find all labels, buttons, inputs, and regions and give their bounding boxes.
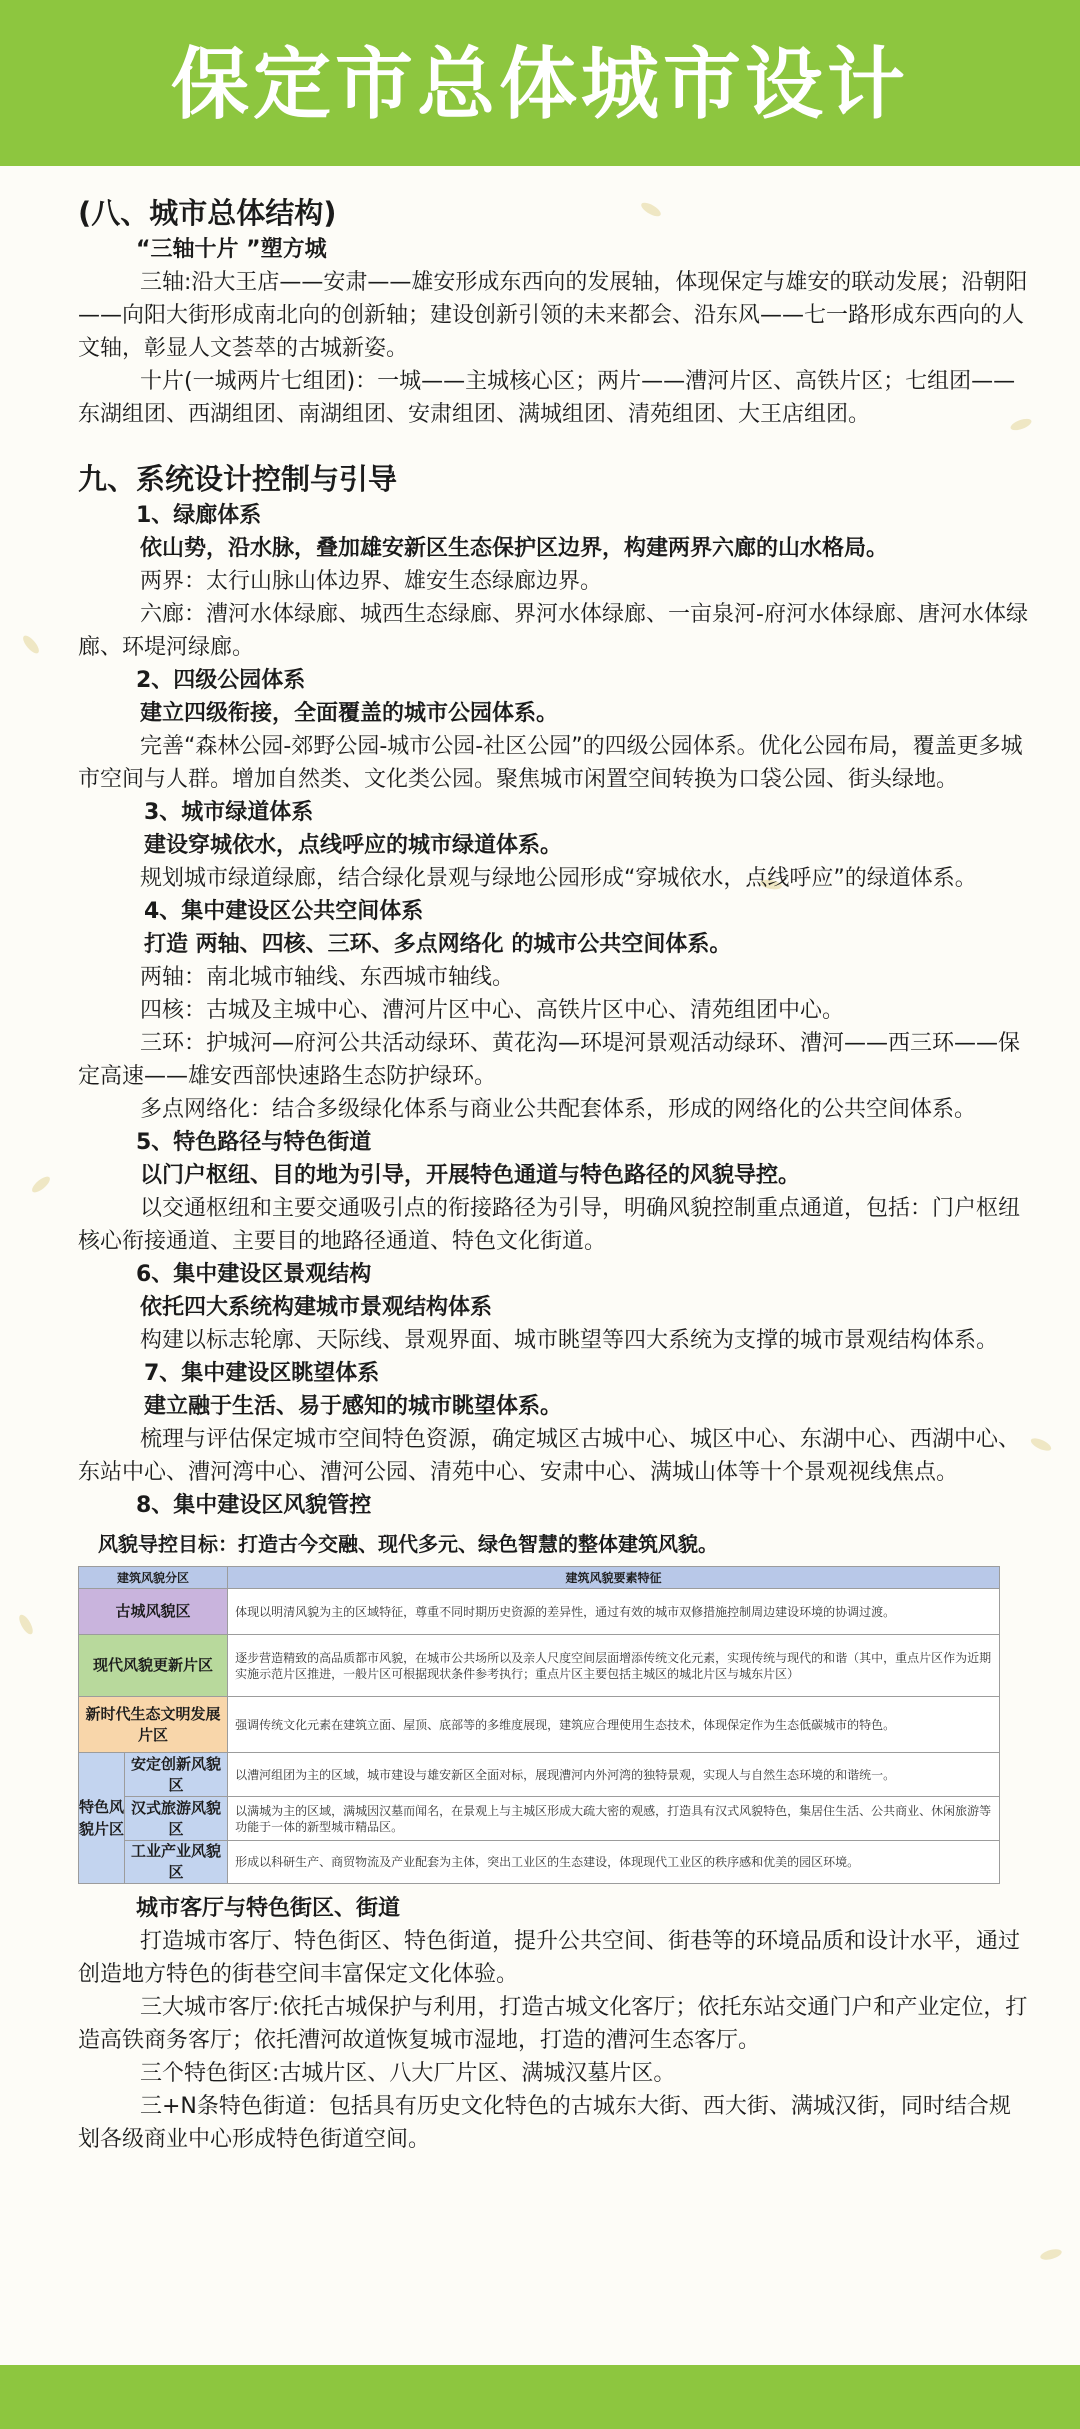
header-banner	[0, 0, 1080, 166]
paragraph: 构建以标志轮廓、天际线、景观界面、城市眺望等四大系统为支撑的城市景观结构体系。	[140, 1328, 999, 1353]
desc-cell: 体现以明清风貌为主的区域特征，尊重不同时期历史资源的差异性，通过有效的城市双修措施控制周边建设环境的协调过渡。	[228, 1589, 1000, 1635]
document-body	[78, 193, 1028, 2156]
paragraph: 完善“森林公园-郊野公园-城市公园-社区公园”的四级公园体系。优化公园布局，覆盖更多城市空间与人群。增加自然类、文化类公园。聚焦城市闲置空间转换为口袋公园、街头绿地。	[78, 734, 1023, 792]
subsection-title: 3、城市绿道体系	[144, 800, 314, 825]
section-8-title: (八、城市总体结构)	[78, 196, 337, 230]
table-row	[79, 1589, 1000, 1635]
footer-bar	[0, 2365, 1080, 2429]
paragraph: 三个特色街区:古城片区、八大厂片区、满城汉墓片区。	[140, 2061, 676, 2086]
table-row	[79, 1797, 1000, 1841]
petal-decoration	[1039, 2247, 1063, 2261]
section-8-subtitle: “三轴十片 ”塑方城	[136, 237, 327, 262]
paragraph: 打造城市客厅、特色街区、特色街道，提升公共空间、街巷等的环境品质和设计水平，通过创造地方特色的街巷空间丰富保定文化体验。	[78, 1929, 1021, 1987]
paragraph: 两轴：南北城市轴线、东西城市轴线。	[140, 965, 515, 990]
zone-cell: 汉式旅游风貌区	[125, 1797, 228, 1841]
subsection-lead: 打造 两轴、四核、三环、多点网络化 的城市公共空间体系。	[144, 932, 732, 957]
paragraph: 十片(一城两片七组团)：一城——主城核心区；两片——漕河片区、高铁片区；七组团——东湖组团、西湖组团、南湖组团、安肃组团、满城组团、清苑组团、大王店组团。	[78, 369, 1016, 427]
subsection-title: 1、绿廊体系	[136, 503, 262, 528]
paragraph: 三大城市客厅:依托古城保护与利用，打造古城文化客厅；依托东站交通门户和产业定位，打造高铁商务客厅；依托漕河故道恢复城市湿地，打造的漕河生态客厅。	[78, 1995, 1028, 2053]
desc-cell: 强调传统文化元素在建筑立面、屋顶、底部等的多维度展现，建筑应合理使用生态技术，体现保定作为生态低碳城市的特色。	[228, 1697, 1000, 1753]
desc-cell: 以漕河组团为主的区域，城市建设与雄安新区全面对标，展现漕河内外河湾的独特景观，实现人与自然生态环境的和谐统一。	[228, 1753, 1000, 1797]
subsection-lead: 建立四级衔接，全面覆盖的城市公园体系。	[140, 701, 559, 726]
paragraph: 四核：古城及主城中心、漕河片区中心、高铁片区中心、清苑组团中心。	[140, 998, 845, 1023]
subsection-title: 6、集中建设区景观结构	[136, 1262, 372, 1287]
table-row	[79, 1697, 1000, 1753]
group-cell: 特色风貌片区	[79, 1753, 125, 1884]
desc-cell: 逐步营造精致的高品质都市风貌，在城市公共场所以及亲人尺度空间层面增添传统文化元素，实现传统与现代的和谐（其中，重点片区作为近期实施示范片区推进，一般片区可根据现状条件参考执行；重点片区主要包括主城区的城北片区与城东片区）	[228, 1635, 1000, 1697]
style-zone-table	[78, 1566, 1000, 1884]
table-caption: 风貌导控目标：打造古今交融、现代多元、绿色智慧的整体建筑风貌。	[98, 1532, 718, 1556]
desc-cell: 形成以科研生产、商贸物流及产业配套为主体，突出工业区的生态建设，体现现代工业区的秩序感和优美的园区环境。	[228, 1841, 1000, 1884]
subsection-title: 5、特色路径与特色街道	[136, 1130, 372, 1155]
zone-cell: 古城风貌区	[79, 1589, 228, 1635]
subsection-lead: 依托四大系统构建城市景观结构体系	[140, 1295, 493, 1320]
petal-decoration	[30, 1174, 53, 1195]
section-9-title: 九、系统设计控制与引导	[78, 462, 398, 496]
zone-cell: 安定创新风貌区	[125, 1753, 228, 1797]
petal-decoration	[20, 633, 41, 656]
subsection-lead: 依山势，沿水脉，叠加雄安新区生态保护区边界，构建两界六廊的山水格局。	[140, 536, 889, 561]
paragraph: 梳理与评估保定城市空间特色资源，确定城区古城中心、城区中心、东湖中心、西湖中心、东站中心、漕河湾中心、漕河公园、清苑中心、安肃中心、满城山体等十个景观视线焦点。	[78, 1427, 1021, 1485]
paragraph: 三轴:沿大王店——安肃——雄安形成东西向的发展轴，体现保定与雄安的联动发展；沿朝阳——向阳大街形成南北向的创新轴；建设创新引领的未来都会、沿东风——七一路形成东西向的人文轴，彰显人文荟萃的古城新姿。	[78, 270, 1028, 361]
subsection-title: 2、四级公园体系	[136, 668, 306, 693]
table-row	[79, 1841, 1000, 1884]
table-row	[79, 1635, 1000, 1697]
table-header-row	[79, 1567, 1000, 1589]
subsection-title: 7、集中建设区眺望体系	[144, 1361, 380, 1386]
paragraph: 以交通枢纽和主要交通吸引点的衔接路径为引导，明确风貌控制重点通道，包括：门户枢纽核心衔接通道、主要目的地路径通道、特色文化街道。	[78, 1196, 1021, 1254]
page-title: 保定市总体城市设计	[170, 40, 909, 130]
paragraph: 两界：太行山脉山体边界、雄安生态绿廊边界。	[140, 569, 603, 594]
subsection-lead: 建立融于生活、易于感知的城市眺望体系。	[144, 1394, 563, 1419]
subsection-title: 城市客厅与特色街区、街道	[136, 1896, 401, 1921]
zone-cell: 新时代生态文明发展片区	[79, 1697, 228, 1753]
paragraph: 三环：护城河—府河公共活动绿环、黄花沟—环堤河景观活动绿环、漕河——西三环——保定高速——雄安西部快速路生态防护绿环。	[78, 1031, 1021, 1089]
paragraph: 规划城市绿道绿廊，结合绿化景观与绿地公园形成“穿城依水，点线呼应”的绿道体系。	[140, 866, 977, 891]
petal-decoration	[1029, 1436, 1053, 1453]
paragraph: 多点网络化：结合多级绿化体系与商业公共配套体系，形成的网络化的公共空间体系。	[140, 1097, 977, 1122]
subsection-title: 8、集中建设区风貌管控	[136, 1493, 372, 1518]
table-header-desc: 建筑风貌要素特征	[228, 1567, 1000, 1589]
zone-cell: 工业产业风貌区	[125, 1841, 228, 1884]
desc-cell: 以满城为主的区域，满城因汉墓而闻名，在景观上与主城区形成大疏大密的观感，打造具有汉式风貌特色，集居住生活、公共商业、休闲旅游等功能于一体的新型城市精品区。	[228, 1797, 1000, 1841]
subsection-lead: 建设穿城依水，点线呼应的城市绿道体系。	[144, 833, 563, 858]
zone-cell: 现代风貌更新片区	[79, 1635, 228, 1697]
petal-decoration	[17, 1613, 36, 1637]
table-header-zone: 建筑风貌分区	[79, 1567, 228, 1589]
paragraph: 六廊：漕河水体绿廊、城西生态绿廊、界河水体绿廊、一亩泉河-府河水体绿廊、唐河水体绿廊、环堤河绿廊。	[78, 602, 1028, 660]
table-row	[79, 1753, 1000, 1797]
subsection-lead: 以门户枢纽、目的地为引导，开展特色通道与特色路径的风貌导控。	[140, 1163, 801, 1188]
paragraph: 三+N条特色街道：包括具有历史文化特色的古城东大街、西大街、满城汉街，同时结合规划各级商业中心形成特色街道空间。	[78, 2094, 1011, 2152]
subsection-title: 4、集中建设区公共空间体系	[144, 899, 424, 924]
